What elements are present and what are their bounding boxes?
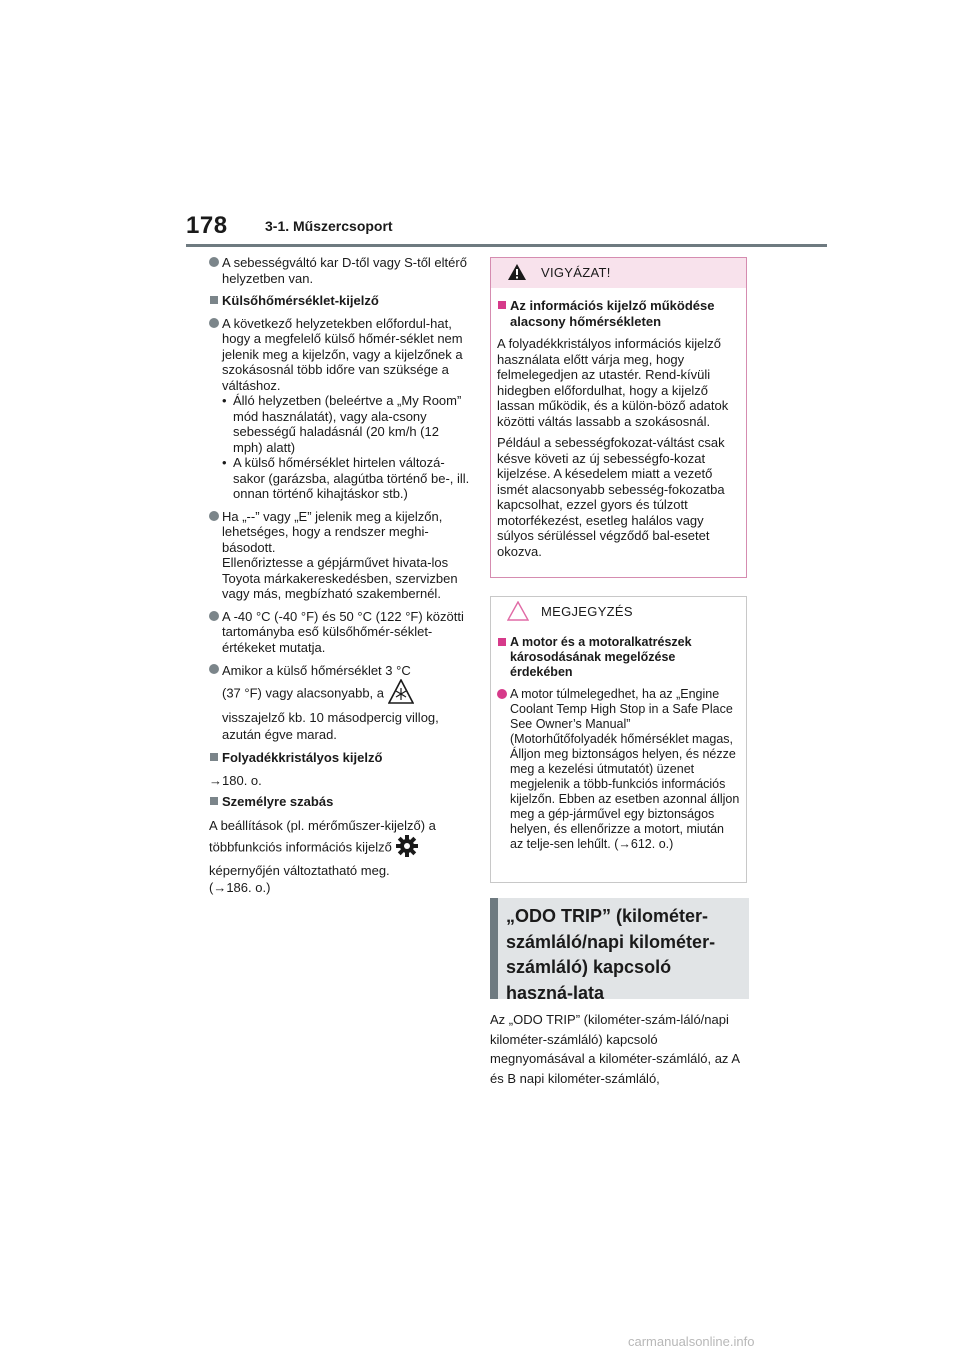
bullet-icon — [209, 511, 219, 521]
left-column — [209, 255, 471, 902]
sub-bullet-marker: • — [222, 393, 227, 408]
sub-bullet-marker: • — [222, 455, 227, 470]
bullet-text: (37 °F) vagy alacsonyabb, a — [222, 685, 385, 701]
square-bullet-icon — [210, 753, 218, 761]
bullet-text: Ellenőriztesse a gépjárművet hivata-los Toyota márkakereskedésben, szervizben vagy más, megbízható szakembernél. — [222, 555, 458, 601]
list-item — [209, 509, 471, 602]
note-header — [491, 597, 746, 627]
header-rule — [186, 244, 827, 247]
page-number: 178 — [186, 212, 228, 239]
note-title: MEGJEGYZÉS — [541, 604, 633, 619]
paragraph-text: többfunkciós információs kijelző — [209, 838, 392, 854]
square-bullet-icon — [210, 797, 218, 805]
subheading-text: Az információs kijelző működése alacsony hőmérsékleten — [510, 298, 715, 329]
paragraph — [209, 817, 471, 896]
subheading — [209, 750, 471, 766]
list-item — [497, 687, 740, 852]
sub-item-text: A külső hőmérséklet hirtelen változá-sakor (garázsba, alagútba történő be-, ill. onnan történő kihajtáskor stb.) — [233, 455, 470, 501]
warning-triangle-icon — [507, 263, 527, 286]
paragraph-text: A beállítások (pl. mérőműszer-kijelző) a — [209, 817, 436, 833]
bullet-text: Ha „--” vagy „E” jelenik meg a kijelzőn, lehetséges, hogy a rendszer meghi-básodott. — [222, 508, 443, 555]
watermark: carmanualsonline.info — [628, 1334, 755, 1349]
bullet-text: A -40 °C (-40 °F) és 50 °C (122 °F) közötti tartományba eső külsőhőmér-séklet-értékeket mutatja. — [222, 608, 464, 655]
gear-settings-icon — [395, 834, 419, 862]
paragraph-text: (→186. o.) — [209, 879, 271, 895]
subheading-text: Külsőhőmérséklet-kijelző — [222, 293, 379, 308]
note-box — [490, 596, 747, 883]
subheading-text: Személyre szabás — [222, 794, 334, 809]
subheading — [209, 794, 471, 810]
caution-body — [491, 288, 746, 559]
paragraph: Például a sebességfokozat-váltást csak késve követi az új sebességfo-kozat kijelzése. A késedelem miatt a vezető ismét alacsonyabb sebesség-fokozatba kapcsolhat, ezzel gyors és túlzott motorfékezést, esetleg halálos vagy súlyos sérüléssel végződő bal-esetet okozva. — [497, 435, 725, 559]
warning-triangle-icon — [507, 601, 529, 626]
list-item — [209, 255, 471, 286]
square-bullet-icon — [498, 301, 506, 309]
square-bullet-icon — [210, 296, 218, 304]
subheading — [209, 293, 471, 309]
bullet-icon — [209, 257, 219, 267]
sub-item-text: Álló helyzetben (beleértve a „My Room” mód használatát), vagy ala-csony sebességű haladásnál (20 km/h (12 mph) alatt) — [233, 393, 462, 455]
bullet-text: A következő helyzetekben előfordul-hat, hogy a megfelelő külső hőmér-séklet nem jelenik meg a kijelzőn, vagy a kijelzőnek a szokásosnál több időre van szüksége a váltáshoz. — [222, 315, 463, 393]
bullet-text: A sebességváltó kar D-től vagy S-től eltérő helyzetben van. — [222, 255, 467, 286]
section-title: 3-1. Műszercsoport — [265, 218, 393, 234]
paragraph-text: képernyőjén változtatható meg. — [209, 862, 390, 878]
bullet-text: A motor túlmelegedhet, ha az „Engine Coolant Temp High Stop in a Safe Place See Owner’s Manual” (Motorhűtőfolyadék hőmérséklet magas, Álljon meg biztonságos helyen, és nézze meg a kezelési útmutatót) üzenet megjelenik a több-funkciós információs kijelzőn. Ebben az esetben azonnal álljon meg a gép-járművel egy biztonságos helyen, és ellenőrizze a motort, miután az telje-sen lehűlt. (→612. o.) — [510, 687, 740, 851]
bullet-icon — [209, 611, 219, 621]
list-item — [209, 609, 471, 656]
sub-item — [222, 393, 471, 455]
caution-title: VIGYÁZAT! — [541, 265, 611, 280]
section-heading: „ODO TRIP” (kilométer-számláló/napi kilométer-számláló) kapcsoló haszná-lata — [490, 898, 749, 999]
subheading-text: A motor és a motoralkatrészek károsodásának megelőzése érdekében — [510, 635, 692, 679]
bullet-icon — [209, 664, 219, 674]
sub-item — [222, 455, 471, 502]
caution-box — [490, 257, 747, 578]
snowflake-warning-icon — [388, 679, 414, 709]
list-item — [209, 316, 471, 502]
bullet-text: Amikor a külső hőmérséklet 3 °C — [222, 663, 411, 678]
square-bullet-icon — [498, 638, 506, 646]
paragraph: A folyadékkristályos információs kijelző használata előtt várja meg, hogy felmelegedjen az utastér. Rend-kívüli hidegben előfordulhat, hogy a kijelző lassan működik, és a külön-böző adatok közötti váltás lassabb a szokásosnál. — [497, 336, 729, 429]
caution-header — [491, 258, 746, 288]
subheading-text: Folyadékkristályos kijelző — [222, 750, 383, 765]
bullet-icon — [497, 689, 507, 699]
subheading — [497, 635, 740, 680]
bullet-text: visszajelző kb. 10 másodpercig villog, azután égve marad. — [222, 710, 439, 742]
note-body — [491, 627, 746, 852]
subheading — [497, 298, 740, 329]
bullet-icon — [209, 318, 219, 328]
list-item — [209, 662, 471, 743]
page-reference: →180. o. — [209, 772, 262, 788]
paragraph: Az „ODO TRIP” (kilométer-szám-láló/napi kilométer-számláló) kapcsoló megnyomásával a kilométer-számláló, az A és B napi kilométer-számláló, — [490, 1012, 740, 1086]
